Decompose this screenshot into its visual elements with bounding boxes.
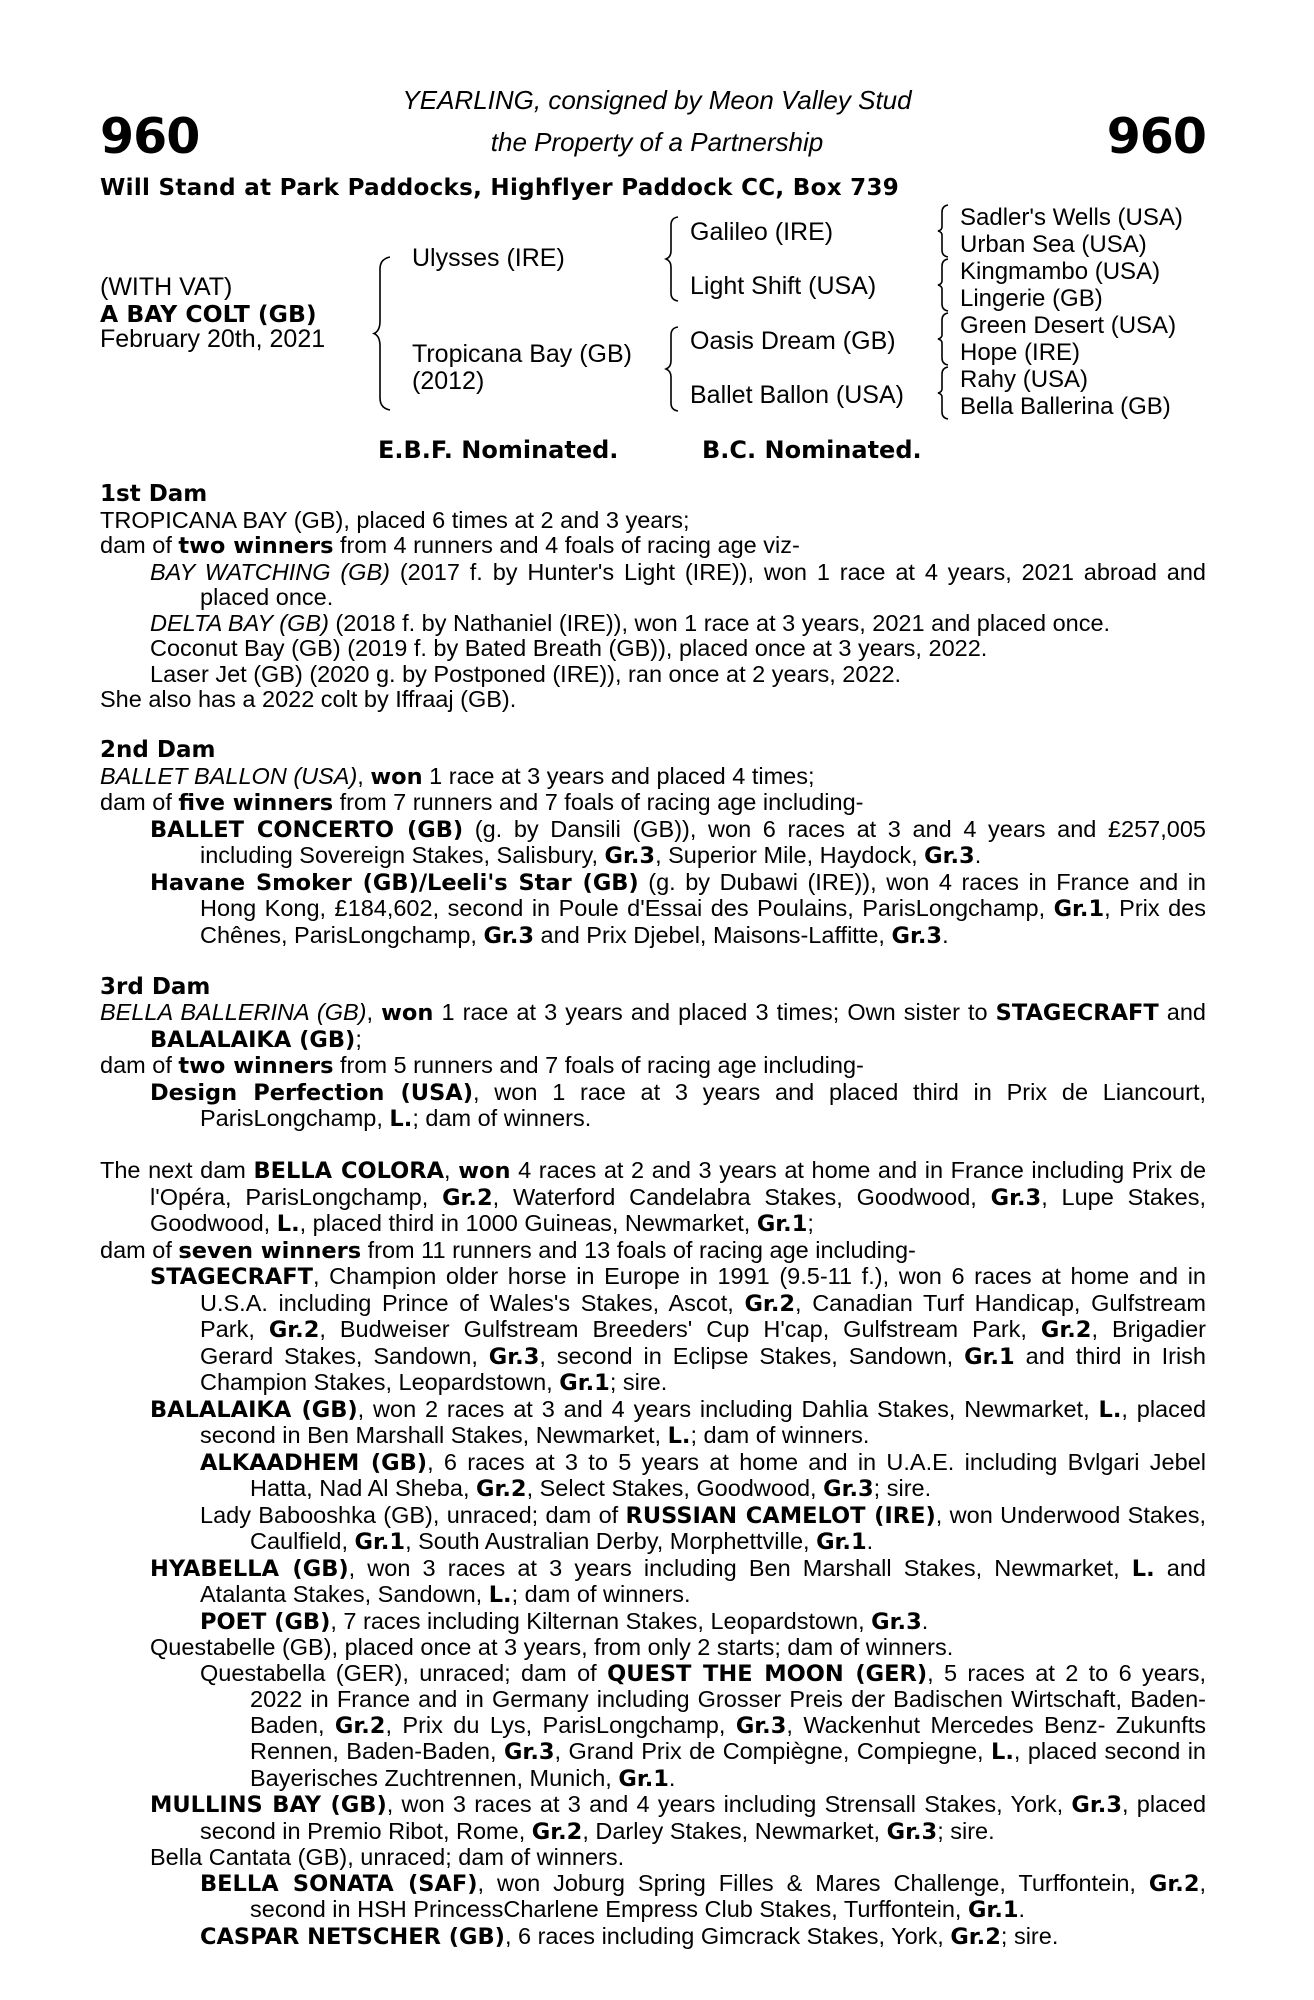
third-dam-record: BELLA BALLERINA (GB), won 1 race at 3 years and placed 3 times; Own sister to STAGECRAFT and BALALAIKA (GB); bbox=[100, 999, 1206, 1053]
second-dam-record: BALLET BALLON (USA), won 1 race at 3 years and placed 4 times; bbox=[100, 762, 815, 790]
produce-entry: Questabelle (GB), placed once at 3 years, from only 2 starts; dam of winners. bbox=[150, 1634, 954, 1660]
produce-entry: BALLET CONCERTO (GB) (g. by Dansili (GB)), won 6 races at 3 and 4 years and £257,005 including Sovereign Stakes, Salisbury, Gr.3, Superior Mile, Haydock, Gr.3. bbox=[150, 815, 1206, 869]
produce-entry: BELLA SONATA (SAF), won Joburg Spring Filles & Mares Challenge, Turffontein, Gr.2, second in HSH PrincessCharlene Empress Club Stakes, Turffontein, Gr.1. bbox=[200, 1869, 1207, 1923]
first-dam-produce-summary: dam of two winners from 4 runners and 4 foals of racing age viz- bbox=[100, 532, 800, 559]
dam-sire: Oasis Dream (GB) bbox=[690, 327, 896, 355]
ssd: Urban Sea (USA) bbox=[960, 231, 1147, 258]
pedigree-brace-sire bbox=[664, 215, 682, 303]
sss: Sadler's Wells (USA) bbox=[960, 204, 1183, 231]
dam-year: (2012) bbox=[412, 367, 485, 395]
first-dam-title: 1st Dam bbox=[100, 481, 208, 507]
sire-sire: Galileo (IRE) bbox=[690, 218, 834, 246]
pedigree-brace-ss bbox=[936, 203, 950, 259]
consignor-line: YEARLING, consigned by Meon Valley Stud bbox=[402, 85, 912, 115]
dam-dam: Ballet Ballon (USA) bbox=[690, 381, 904, 409]
produce-entry: Lady Babooshka (GB), unraced; dam of RUSSIAN CAMELOT (IRE), won Underwood Stakes, Caulfield, Gr.1, South Australian Derby, Morphettville, Gr.1. bbox=[200, 1501, 1207, 1555]
first-dam-record: TROPICANA BAY (GB), placed 6 times at 2 and 3 years; bbox=[100, 506, 690, 533]
produce-entry: CASPAR NETSCHER (GB), 6 races including Gimcrack Stakes, York, Gr.2; sire. bbox=[200, 1922, 1059, 1950]
dds: Rahy (USA) bbox=[960, 366, 1089, 393]
produce-entry: Questabella (GER), unraced; dam of QUEST THE MOON (GER), 5 races at 2 to 6 years, 2022 in France and in Germany including Grosser Preis der Badischen Wirtschaft, Baden-Baden, Gr.2, Prix du Lys, ParisLongchamp, Gr.3, Wackenhut Mercedes Benz- Zukunfts Rennen, Baden-Baden, Gr.3, Grand Prix de Compiègne, Compiegne, L., placed second in Bayerisches Zuchtrennen, Munich, Gr.1. bbox=[200, 1659, 1207, 1792]
produce-entry: MULLINS BAY (GB), won 3 races at 3 and 4 years including Strensall Stakes, York, Gr.3, placed second in Premio Ribot, Rome, Gr.2, Darley Stakes, Newmarket, Gr.3; sire. bbox=[150, 1791, 1207, 1845]
produce-entry: STAGECRAFT, Champion older horse in Europe in 1991 (9.5-11 f.), won 6 races at home and in U.S.A. including Prince of Wales's Stakes, Ascot, Gr.2, Canadian Turf Handicap, Gulfstream Park, Gr.2, Budweiser Gulfstream Breeders' Cup H'cap, Gulfstream Park, Gr.2, Brigadier Gerard Stakes, Sandown, Gr.3, second in Eclipse Stakes, Sandown, Gr.1 and third in Irish Champion Stakes, Leopardstown, Gr.1; sire. bbox=[150, 1263, 1206, 1396]
produce-entry: BALALAIKA (GB), won 2 races at 3 and 4 years including Dahlia Stakes, Newmarket, L., placed second in Ben Marshall Stakes, Newmarket, L.; dam of winners. bbox=[150, 1395, 1207, 1449]
produce-entry: DELTA BAY (GB) (2018 f. by Nathaniel (IRE)), won 1 race at 3 years, 2021 and placed once. bbox=[150, 609, 1111, 636]
lot-number-left: 960 bbox=[100, 108, 200, 165]
pedigree-brace-dd bbox=[936, 365, 950, 421]
produce-entry: Bella Cantata (GB), unraced; dam of winners. bbox=[150, 1844, 625, 1870]
pedigree-brace-ds bbox=[936, 311, 950, 367]
third-dam-title: 3rd Dam bbox=[100, 973, 211, 1000]
next-dam-record: The next dam BELLA COLORA, won 4 races at 2 and 3 years at home and in France including Prix de l'Opéra, ParisLongchamp, Gr.2, Waterford Candelabra Stakes, Goodwood, Gr.3, Lupe Stakes, Goodwood, L., placed third in 1000 Guineas, Newmarket, Gr.1; bbox=[100, 1157, 1207, 1237]
produce-entry: ALKAADHEM (GB), 6 races at 3 to 5 years at home and in U.A.E. including Bvlgari Jebel Hatta, Nad Al Sheba, Gr.2, Select Stakes, Goodwood, Gr.3; sire. bbox=[200, 1448, 1206, 1502]
dam: Tropicana Bay (GB) bbox=[412, 340, 632, 368]
produce-entry: Havane Smoker (GB)/Leeli's Star (GB) (g. by Dubawi (IRE)), won 4 races in France and in Hong Kong, £184,602, second in Poule d'Essai des Poulains, ParisLongchamp, Gr.1, Prix des Chênes, ParisLongchamp, Gr.3 and Prix Djebel, Maisons-Laffitte, Gr.3. bbox=[150, 868, 1206, 949]
produce-entry: HYABELLA (GB), won 3 races at 3 years including Ben Marshall Stakes, Newmarket, L. and Atalanta Stakes, Sandown, L.; dam of winners. bbox=[150, 1554, 1206, 1608]
third-dam-produce-summary: dam of two winners from 5 runners and 7 foals of racing age including- bbox=[100, 1052, 864, 1079]
stand-location: Will Stand at Park Paddocks, Highflyer Paddock CC, Box 739 bbox=[100, 175, 900, 201]
foaling-date: February 20th, 2021 bbox=[100, 325, 326, 353]
sds: Kingmambo (USA) bbox=[960, 258, 1161, 285]
pedigree-brace-dam bbox=[664, 325, 682, 413]
produce-entry: Coconut Bay (GB) (2019 f. by Bated Breath (GB)), placed once at 3 years, 2022. bbox=[150, 635, 988, 661]
next-dam-produce-summary: dam of seven winners from 11 runners and 13 foals of racing age including- bbox=[100, 1236, 916, 1264]
produce-record bbox=[100, 482, 1206, 1950]
second-dam-title: 2nd Dam bbox=[100, 737, 216, 763]
produce-entry: Design Perfection (USA), won 1 race at 3 years and placed third in Prix de Liancourt, ParisLongchamp, L.; dam of winners. bbox=[150, 1078, 1206, 1132]
vat-note: (WITH VAT) bbox=[100, 273, 233, 301]
property-line: the Property of a Partnership bbox=[490, 127, 824, 157]
lot-number-right: 960 bbox=[1106, 108, 1206, 165]
produce-entry: POET (GB), 7 races including Kilternan Stakes, Leopardstown, Gr.3. bbox=[200, 1607, 929, 1635]
ddd: Bella Ballerina (GB) bbox=[960, 393, 1171, 420]
ebf-nomination: E.B.F. Nominated. bbox=[378, 436, 619, 464]
sire-dam: Light Shift (USA) bbox=[690, 272, 877, 300]
produce-entry: BAY WATCHING (GB) (2017 f. by Hunter's Light (IRE)), won 1 race at 4 years, 2021 abroad and placed once. bbox=[150, 558, 1207, 610]
produce-note: She also has a 2022 colt by Iffraaj (GB). bbox=[100, 686, 517, 712]
bc-nomination: B.C. Nominated. bbox=[702, 436, 922, 464]
pedigree-brace-main bbox=[372, 255, 396, 412]
second-dam-produce-summary: dam of five winners from 7 runners and 7 foals of racing age including- bbox=[100, 789, 864, 816]
dsd: Hope (IRE) bbox=[960, 339, 1081, 366]
horse-name: A BAY COLT (GB) bbox=[100, 300, 317, 328]
sdd: Lingerie (GB) bbox=[960, 285, 1103, 312]
pedigree-brace-sd bbox=[936, 257, 950, 313]
produce-entry: Laser Jet (GB) (2020 g. by Postponed (IRE)), ran once at 2 years, 2022. bbox=[150, 660, 902, 687]
sire: Ulysses (IRE) bbox=[412, 244, 565, 272]
dss: Green Desert (USA) bbox=[960, 312, 1177, 339]
